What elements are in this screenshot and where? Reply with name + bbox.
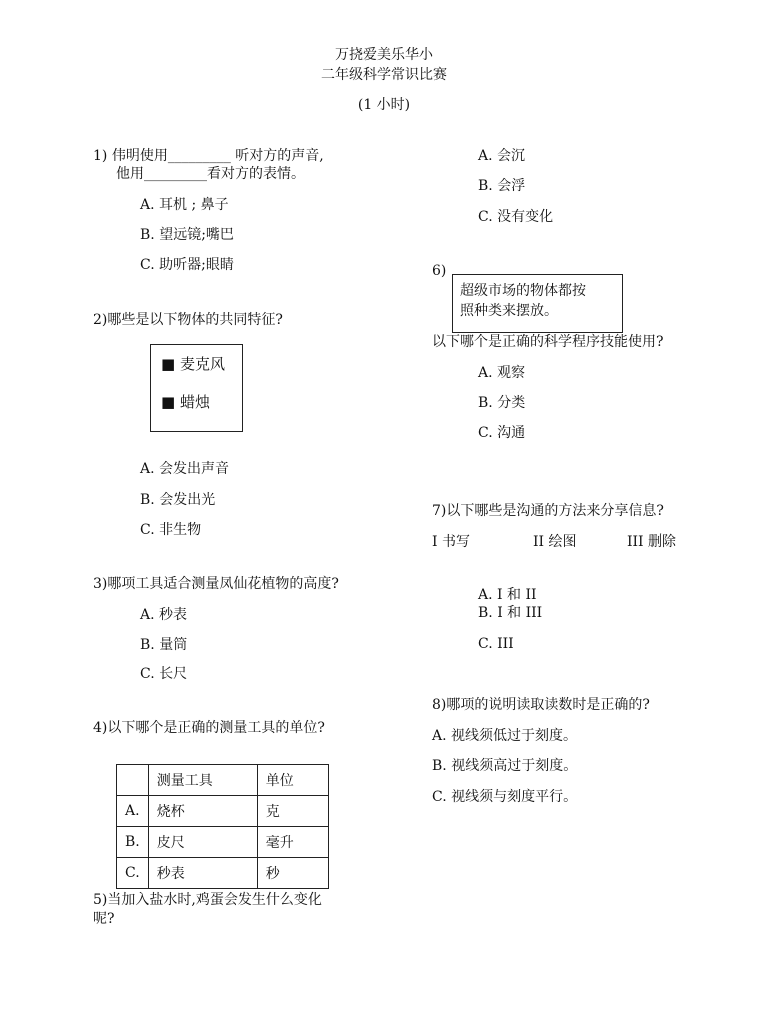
q3-option-b: B. 量筒 [140, 637, 188, 653]
q1-stem-line2: 他用_________看对方的表情。 [116, 166, 305, 182]
table-header-cell: 测量工具 [148, 765, 257, 796]
q2-option-c: C. 非生物 [140, 522, 202, 538]
q7-method-2: II 绘图 [533, 534, 577, 550]
q6-number: 6) [432, 263, 447, 279]
q4-stem: 4)以下哪个是正确的测量工具的单位? [93, 720, 325, 736]
table-row [117, 827, 329, 858]
q1-option-c: C. 助听器;眼睛 [140, 257, 234, 273]
q6-box-line2: 照种类来摆放。 [460, 303, 558, 319]
q3-option-c: C. 长尺 [140, 666, 188, 682]
q2-box-item-candle: ■ 蜡烛 [161, 393, 210, 411]
q8-option-a: A. 视线须低过于刻度。 [432, 728, 578, 744]
q6-option-b: B. 分类 [478, 395, 526, 411]
q2-option-a: A. 会发出声音 [140, 461, 230, 477]
q8-stem: 8)哪项的说明读取读数时是正确的? [432, 697, 650, 713]
table-cell: 毫升 [257, 827, 328, 858]
q6-box-line1: 超级市场的物体都按 [460, 283, 586, 299]
q7-method-1: I 书写 [432, 534, 470, 550]
q2-option-b: B. 会发出光 [140, 492, 216, 508]
q6-option-c: C. 沟通 [478, 425, 526, 441]
q2-object-box [150, 344, 243, 432]
q7-option-a: A. I 和 II [478, 587, 537, 603]
table-cell: 秒 [257, 858, 328, 889]
table-header-cell: 单位 [257, 765, 328, 796]
table-header-cell [117, 765, 149, 796]
q7-method-3: III 删除 [627, 534, 677, 550]
q5-option-c: C. 没有变化 [478, 209, 554, 225]
q1-option-b: B. 望远镜;嘴巴 [140, 227, 234, 243]
q7-option-b: B. I 和 III [478, 605, 543, 621]
table-cell: 皮尺 [148, 827, 257, 858]
q6-scenario-box [452, 274, 623, 333]
table-cell: C. [117, 858, 149, 889]
table-cell: 克 [257, 796, 328, 827]
q8-option-b: B. 视线须高过于刻度。 [432, 758, 578, 774]
q1-stem-line1: 1) 伟明使用_________ 听对方的声音, [93, 148, 324, 164]
table-row [117, 858, 329, 889]
q7-stem: 7)以下哪些是沟通的方法来分享信息? [432, 503, 664, 519]
q7-option-c: C. III [478, 636, 514, 652]
q8-option-c: C. 视线须与刻度平行。 [432, 789, 578, 805]
q5-stem-line2: 呢? [93, 911, 115, 927]
q4-unit-table [116, 764, 329, 889]
school-name: 万挠爱美乐华小 [335, 47, 433, 63]
table-cell: 烧杯 [148, 796, 257, 827]
q6-stem: 以下哪个是正确的科学程序技能使用? [432, 334, 664, 350]
q6-option-a: A. 观察 [478, 365, 526, 381]
q5-option-a: A. 会沉 [478, 148, 526, 164]
q1-option-a: A. 耳机 ; 鼻子 [140, 197, 229, 213]
exam-title: 二年级科学常识比赛 [321, 67, 447, 83]
table-cell: A. [117, 796, 149, 827]
q5-stem-line1: 5)当加入盐水时,鸡蛋会发生什么变化 [93, 892, 322, 908]
q2-stem: 2)哪些是以下物体的共同特征? [93, 312, 283, 328]
q3-option-a: A. 秒表 [140, 607, 188, 623]
table-cell: 秒表 [148, 858, 257, 889]
q5-option-b: B. 会浮 [478, 178, 526, 194]
q2-box-item-microphone: ■ 麦克风 [161, 355, 225, 373]
q3-stem: 3)哪项工具适合测量凤仙花植物的高度? [93, 576, 339, 592]
table-row [117, 796, 329, 827]
table-cell: B. [117, 827, 149, 858]
exam-duration: (1 小时) [357, 97, 411, 113]
table-header-row [117, 765, 329, 796]
